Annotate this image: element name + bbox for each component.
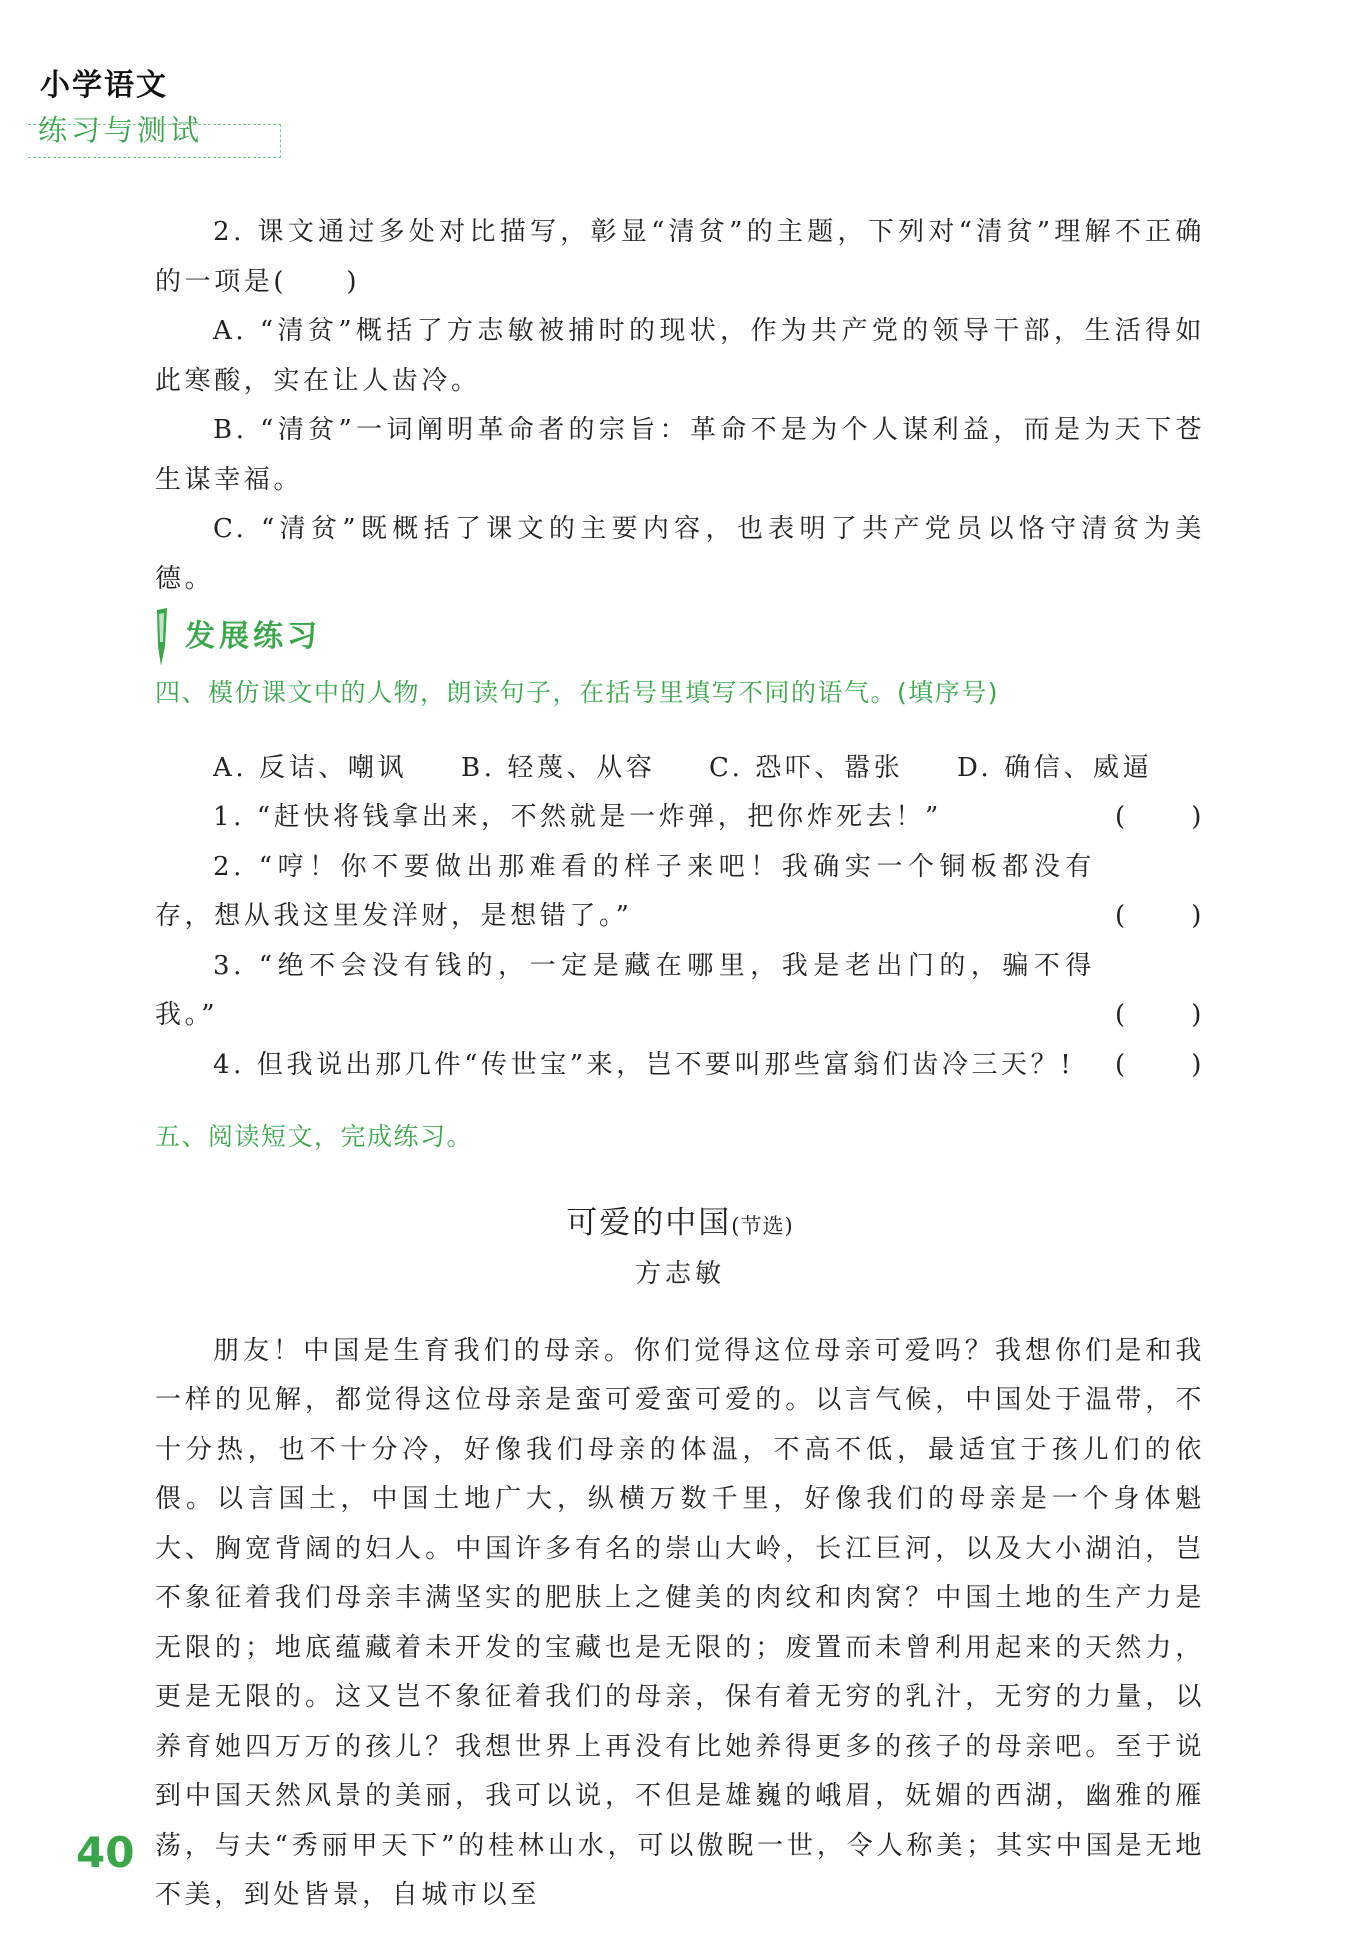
article-title: [155, 1198, 1205, 1251]
answer-blank[interactable]: [1115, 892, 1205, 942]
paren-open: (: [1115, 901, 1129, 931]
question-4-item-4: [155, 1041, 1205, 1091]
article-title-note: (节选): [731, 1213, 794, 1238]
paren-close: ): [1191, 901, 1205, 931]
choice-c: C. 恐吓、嚣张: [709, 752, 904, 783]
question-5-heading: 五、阅读短文，完成练习。: [155, 1122, 474, 1151]
question-2-option-b: B. “清贫”一词阐明革命者的宗旨：革命不是为个人谋利益，而是为天下苍生谋幸福。: [155, 415, 1205, 495]
choice-b: B. 轻蔑、从容: [461, 752, 656, 783]
answer-blank[interactable]: [1115, 793, 1205, 843]
question-4-item-3: [155, 942, 1205, 1041]
page-content: [155, 208, 1205, 1921]
choice-a: A. 反诘、嘲讽: [213, 752, 408, 783]
question-4-item-1: [155, 793, 1205, 843]
item-text: 1. “赶快将钱拿出来，不然就是一炸弹，把你炸死去！”: [213, 802, 942, 832]
question-4-choices: [155, 744, 1205, 794]
series-title: 小学语文: [40, 68, 168, 103]
section-heading: [155, 606, 1205, 668]
item-text: 3. “绝不会没有钱的，一定是藏在哪里，我是老出门的，骗不得我。”: [155, 950, 1095, 1030]
paren-close: ): [1191, 1000, 1205, 1030]
choice-d: D. 确信、威逼: [957, 752, 1153, 783]
paren-open: (: [1115, 802, 1129, 832]
article-title-text: 可爱的中国: [566, 1204, 732, 1241]
item-text: 2. “哼！你不要做出那难看的样子来吧！我确实一个铜板都没有存，想从我这里发洋财，是想错了。”: [155, 851, 1095, 931]
article-body: 朋友！中国是生育我们的母亲。你们觉得这位母亲可爱吗？我想你们是和我一样的见解，都觉得这位母亲是蛮可爱蛮可爱的。以言气候，中国处于温带，不十分热，也不十分冷，好像我们母亲的体温，不高不低，最适宜于孩儿们的依偎。以言国土，中国土地广大，纵横万数千里，好像我们的母亲是一个身体魁大、胸宽背阔的妇人。中国许多有名的崇山大岭，长江巨河，以及大小湖泊，岂不象征着我们母亲丰满坚实的肥肤上之健美的肉纹和肉窝？中国土地的生产力是无限的；地底蕴藏着未开发的宝藏也是无限的；废置而未曾利用起来的天然力，更是无限的。这又岂不象征着我们的母亲，保有着无穷的乳汁，无穷的力量，以养育她四万万的孩儿？我想世界上再没有比她养得更多的孩子的母亲吧。至于说到中国天然风景的美丽，我可以说，不但是雄巍的峨眉，妩媚的西湖，幽雅的雁荡，与夫“秀丽甲天下”的桂林山水，可以傲睨一世，令人称美；其实中国是无地不美，到处皆景，自城市以至: [155, 1335, 1205, 1910]
answer-blank[interactable]: [1115, 1041, 1205, 1091]
item-text: 4. 但我说出那几件“传世宝”来，岂不要叫那些富翁们齿冷三天？!: [213, 1049, 1075, 1080]
article-author: 方志敏: [634, 1258, 725, 1289]
page-number: 40: [76, 1828, 135, 1877]
question-4-heading: 四、模仿课文中的人物，朗读句子，在括号里填写不同的语气。(填序号): [155, 678, 1000, 707]
paren-open: (: [1115, 1000, 1129, 1030]
paren-close: ): [1191, 1049, 1205, 1080]
question-4-item-2: [155, 843, 1205, 942]
paren-open: (: [1115, 1049, 1129, 1080]
series-subtitle: 练习与测试: [38, 113, 204, 147]
answer-blank[interactable]: [1115, 991, 1205, 1041]
question-2-option-c: C. “清贫”既概括了课文的主要内容，也表明了共产党员以恪守清贫为美德。: [155, 514, 1205, 594]
pen-icon: [149, 606, 175, 668]
paren-close: ): [1191, 802, 1205, 832]
section-title: 发展练习: [185, 619, 321, 655]
question-2-stem: 2. 课文通过多处对比描写，彰显“清贫”的主题，下列对“清贫”理解不正确的一项是( ): [155, 217, 1205, 297]
question-2-option-a: A. “清贫”概括了方志敏被捕时的现状，作为共产党的领导干部，生活得如此寒酸，实在让人齿冷。: [155, 316, 1205, 396]
